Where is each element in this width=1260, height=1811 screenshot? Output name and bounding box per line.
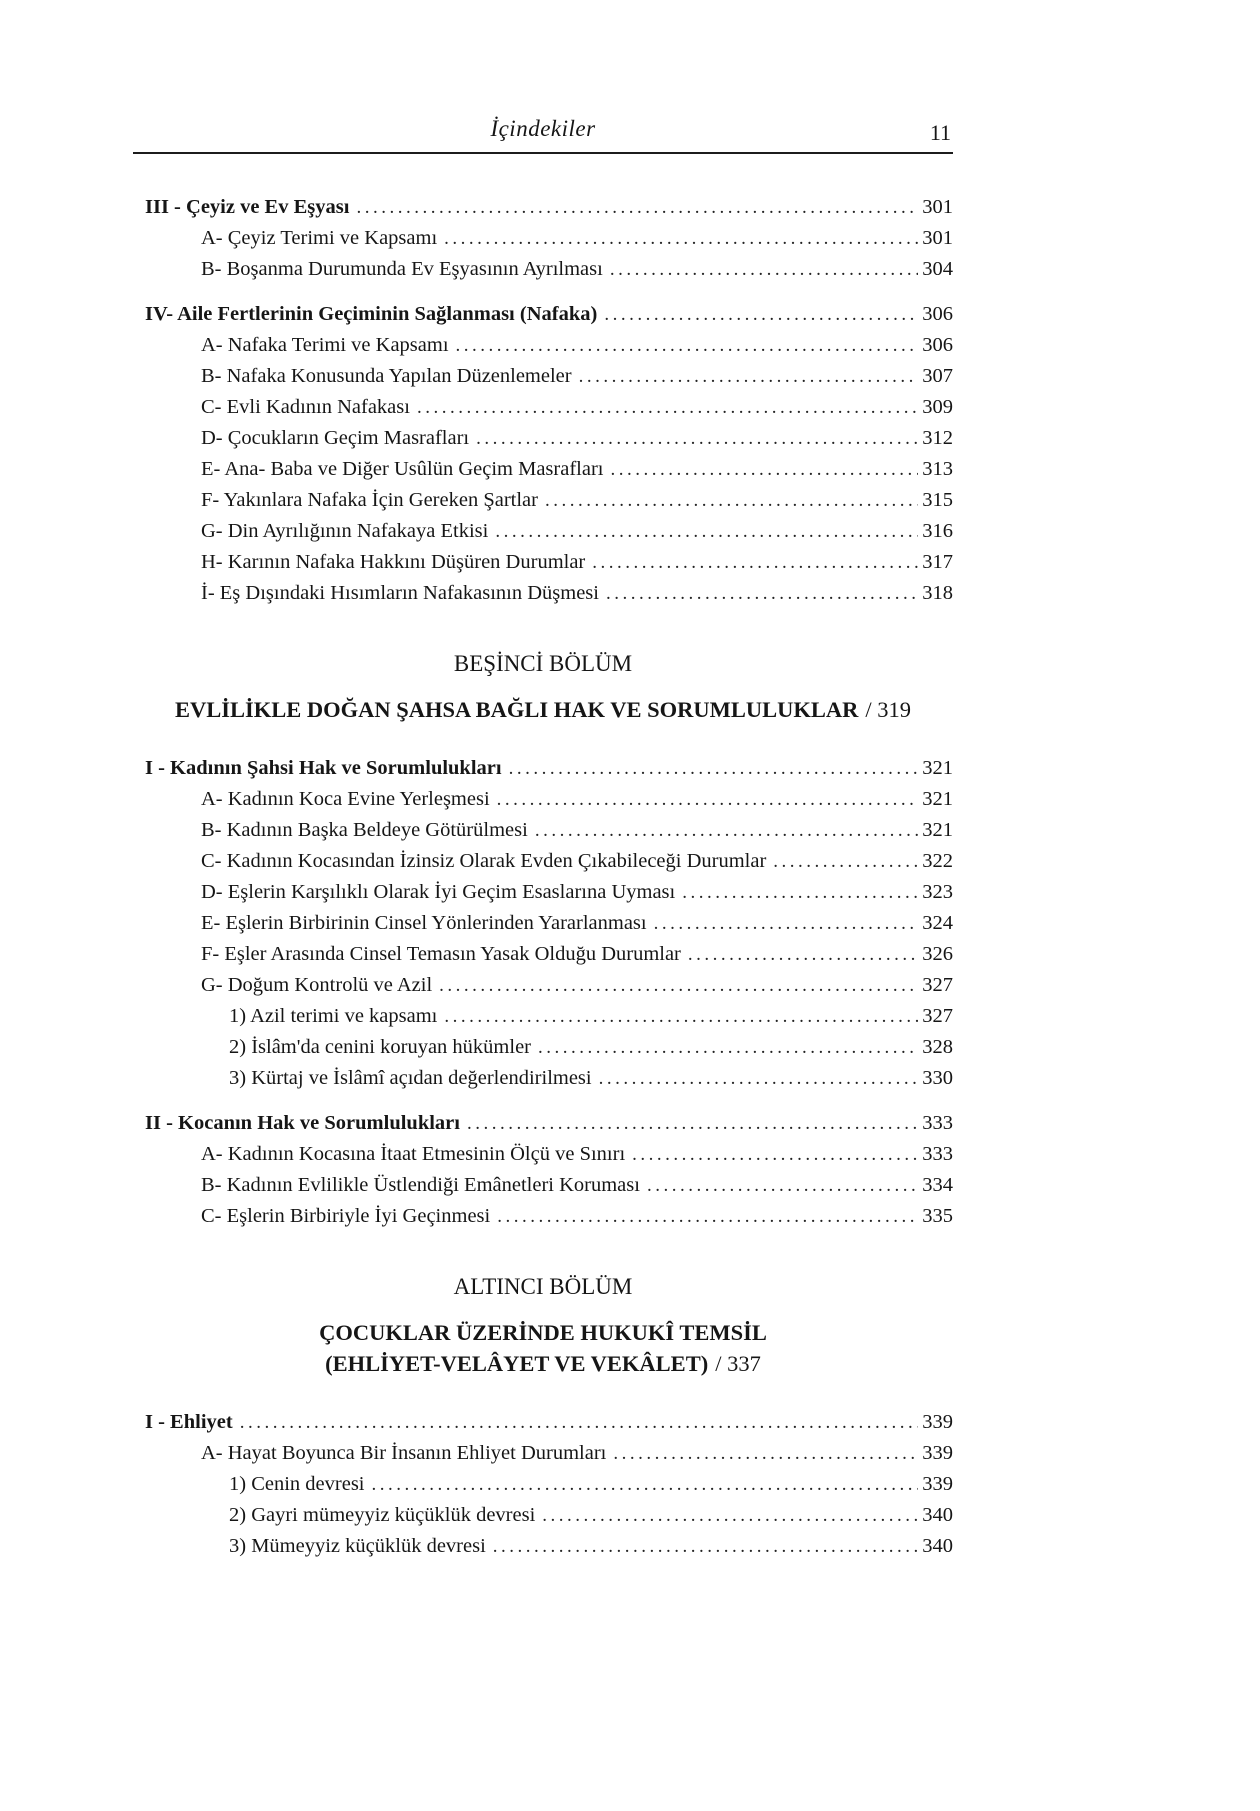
toc-entry-page-number: 321 — [922, 788, 953, 810]
dot-leader — [497, 784, 919, 815]
toc-entry — [133, 299, 953, 330]
toc-entry-page-number: 312 — [922, 427, 953, 449]
dot-leader — [497, 1201, 918, 1232]
chapter-kicker-text: ALTINCI BÖLÜM — [453, 1274, 633, 1299]
toc-entry-page-number: 327 — [922, 1005, 953, 1027]
toc-entry-page-number: 340 — [922, 1535, 953, 1557]
chapter-heading — [133, 1272, 953, 1379]
toc-entry — [133, 361, 953, 392]
toc-entry-page-number: 316 — [922, 520, 953, 542]
toc-entry-page-number: 339 — [922, 1442, 953, 1464]
toc-entry-page-number: 322 — [922, 850, 953, 872]
toc-entry — [133, 454, 953, 485]
toc-entry-page-number: 333 — [922, 1143, 953, 1165]
toc-entry-title: 1) Azil terimi ve kapsamı — [229, 1005, 438, 1027]
toc-entry-title: İ- Eş Dışındaki Hısımların Nafakasının Düşmesi — [201, 582, 599, 604]
toc-entry — [133, 485, 953, 516]
toc-entry-title: 3) Mümeyyiz küçüklük devresi — [229, 1535, 486, 1557]
dot-leader — [606, 578, 918, 609]
toc-entry-page-number: 327 — [922, 974, 953, 996]
toc-entry-title: G- Din Ayrılığının Nafakaya Etkisi — [201, 520, 489, 542]
table-of-contents — [133, 192, 953, 1562]
toc-entry-page-number: 334 — [922, 1174, 953, 1196]
dot-leader — [599, 1063, 919, 1094]
dot-leader — [604, 299, 918, 330]
toc-entry-page-number: 330 — [922, 1067, 953, 1089]
toc-entry — [133, 753, 953, 784]
toc-entry — [133, 516, 953, 547]
toc-entry — [133, 392, 953, 423]
toc-entry — [133, 784, 953, 815]
toc-entry — [133, 223, 953, 254]
toc-entry-title: D- Eşlerin Karşılıklı Olarak İyi Geçim Esaslarına Uyması — [201, 881, 676, 903]
dot-leader — [535, 815, 918, 846]
dot-leader — [417, 392, 918, 423]
toc-entry-title: A- Kadının Koca Evine Yerleşmesi — [201, 788, 490, 810]
toc-entry-title: A- Nafaka Terimi ve Kapsamı — [201, 334, 449, 356]
toc-entry-page-number: 307 — [922, 365, 953, 387]
chapter-title-text: ÇOCUKLAR ÜZERİNDE HUKUKÎ TEMSİL — [319, 1320, 767, 1345]
toc-entry — [133, 877, 953, 908]
toc-entry — [133, 846, 953, 877]
toc-entry — [133, 578, 953, 609]
dot-leader — [773, 846, 918, 877]
toc-entry-title: B- Boşanma Durumunda Ev Eşyasının Ayrılması — [201, 258, 603, 280]
chapter-title-line — [133, 694, 953, 725]
chapter-title-line — [133, 1317, 953, 1348]
toc-entry-title: F- Yakınlara Nafaka İçin Gereken Şartlar — [201, 489, 538, 511]
page-header-number: 11 — [929, 120, 951, 145]
toc-entry-page-number: 317 — [922, 551, 953, 573]
dot-leader — [542, 1500, 918, 1531]
toc-entry — [133, 1170, 953, 1201]
toc-section — [133, 192, 953, 609]
toc-entry-title: G- Doğum Kontrolü ve Azil — [201, 974, 433, 996]
toc-entry-title: H- Karının Nafaka Hakkını Düşüren Durumlar — [201, 551, 586, 573]
toc-entry — [133, 547, 953, 578]
dot-leader — [632, 1139, 918, 1170]
toc-entry-page-number: 301 — [922, 227, 953, 249]
toc-entry-page-number: 326 — [922, 943, 953, 965]
toc-entry-title: C- Kadının Kocasından İzinsiz Olarak Evden Çıkabileceği Durumlar — [201, 850, 767, 872]
dot-leader — [545, 485, 918, 516]
dot-leader — [647, 1170, 918, 1201]
dot-leader — [444, 1001, 918, 1032]
toc-entry-title: B- Kadının Evlilikle Üstlendiği Emânetleri Koruması — [201, 1174, 640, 1196]
toc-entry-title: II - Kocanın Hak ve Sorumlulukları — [145, 1112, 460, 1134]
dot-leader — [579, 361, 919, 392]
toc-entry — [133, 1139, 953, 1170]
toc-entry-page-number: 340 — [922, 1504, 953, 1526]
dot-leader — [688, 939, 918, 970]
toc-entry — [133, 970, 953, 1001]
toc-entry — [133, 254, 953, 285]
dot-leader — [356, 192, 918, 223]
toc-section — [133, 753, 953, 1232]
toc-entry — [133, 192, 953, 223]
toc-entry — [133, 1438, 953, 1469]
dot-leader — [493, 1531, 918, 1562]
toc-entry-page-number: 323 — [922, 881, 953, 903]
toc-entry — [133, 1469, 953, 1500]
chapter-title-text: EVLİLİKLE DOĞAN ŞAHSA BAĞLI HAK VE SORUMLULUKLAR — [174, 697, 859, 722]
toc-entry — [133, 939, 953, 970]
toc-entry-page-number: 339 — [922, 1411, 953, 1433]
toc-entry-title: IV- Aile Fertlerinin Geçiminin Sağlanması (Nafaka) — [145, 303, 598, 325]
dot-leader — [610, 454, 918, 485]
dot-leader — [439, 970, 918, 1001]
toc-entry-title: E- Ana- Baba ve Diğer Usûlün Geçim Masrafları — [201, 458, 604, 480]
toc-entry-title: 2) İslâm'da cenini koruyan hükümler — [229, 1036, 531, 1058]
toc-entry — [133, 815, 953, 846]
toc-entry-page-number: 328 — [922, 1036, 953, 1058]
toc-entry-page-number: 333 — [922, 1112, 953, 1134]
toc-entry-page-number: 321 — [922, 819, 953, 841]
toc-entry — [133, 1201, 953, 1232]
page-header — [133, 116, 953, 154]
toc-entry-title: D- Çocukların Geçim Masrafları — [201, 427, 470, 449]
chapter-title-line — [133, 1348, 953, 1379]
toc-entry — [133, 1063, 953, 1094]
page-header-title: İçindekiler — [490, 116, 596, 141]
toc-entry-page-number: 318 — [922, 582, 953, 604]
toc-entry-title: 3) Kürtaj ve İslâmî açıdan değerlendirilmesi — [229, 1067, 592, 1089]
dot-leader — [538, 1032, 918, 1063]
toc-entry-title: III - Çeyiz ve Ev Eşyası — [145, 196, 350, 218]
toc-entry-title: B- Nafaka Konusunda Yapılan Düzenlemeler — [201, 365, 572, 387]
toc-entry-page-number: 339 — [922, 1473, 953, 1495]
dot-leader — [495, 516, 918, 547]
toc-entry-page-number: 309 — [922, 396, 953, 418]
dot-leader — [444, 223, 918, 254]
dot-leader — [456, 330, 919, 361]
toc-entry-title: A- Kadının Kocasına İtaat Etmesinin Ölçü ve Sınırı — [201, 1143, 626, 1165]
toc-entry-page-number: 306 — [922, 303, 953, 325]
toc-entry-title: B- Kadının Başka Beldeye Götürülmesi — [201, 819, 528, 841]
dot-leader — [467, 1108, 918, 1139]
chapter-heading — [133, 649, 953, 725]
chapter-page-number: / 337 — [715, 1351, 761, 1376]
toc-entry-title: C- Eşlerin Birbiriyle İyi Geçinmesi — [201, 1205, 491, 1227]
dot-leader — [613, 1438, 918, 1469]
dot-leader — [654, 908, 919, 939]
dot-leader — [372, 1469, 919, 1500]
toc-entry-title: A- Hayat Boyunca Bir İnsanın Ehliyet Durumları — [201, 1442, 607, 1464]
chapter-kicker-text: BEŞİNCİ BÖLÜM — [453, 651, 633, 676]
dot-leader — [476, 423, 918, 454]
toc-entry — [133, 330, 953, 361]
toc-entry-page-number: 304 — [922, 258, 953, 280]
toc-entry-page-number: 313 — [922, 458, 953, 480]
toc-entry — [133, 1032, 953, 1063]
dot-leader — [240, 1407, 919, 1438]
toc-entry-page-number: 321 — [922, 757, 953, 779]
toc-entry — [133, 1531, 953, 1562]
page-content — [133, 0, 953, 1562]
toc-entry — [133, 1108, 953, 1139]
toc-entry — [133, 1001, 953, 1032]
toc-entry-page-number: 335 — [922, 1205, 953, 1227]
toc-entry-page-number: 301 — [922, 196, 953, 218]
toc-entry-title: 1) Cenin devresi — [229, 1473, 365, 1495]
toc-entry-title: 2) Gayri mümeyyiz küçüklük devresi — [229, 1504, 536, 1526]
toc-entry-title: I - Ehliyet — [145, 1411, 233, 1433]
toc-entry-title: E- Eşlerin Birbirinin Cinsel Yönlerinden Yararlanması — [201, 912, 647, 934]
dot-leader — [592, 547, 918, 578]
toc-section — [133, 1407, 953, 1562]
toc-entry-page-number: 324 — [922, 912, 953, 934]
toc-entry — [133, 908, 953, 939]
toc-entry-page-number: 315 — [922, 489, 953, 511]
toc-entry-title: F- Eşler Arasında Cinsel Temasın Yasak Olduğu Durumlar — [201, 943, 681, 965]
dot-leader — [509, 753, 919, 784]
toc-entry-page-number: 306 — [922, 334, 953, 356]
toc-entry — [133, 423, 953, 454]
toc-entry — [133, 1500, 953, 1531]
toc-entry — [133, 1407, 953, 1438]
dot-leader — [610, 254, 918, 285]
toc-entry-title: A- Çeyiz Terimi ve Kapsamı — [201, 227, 438, 249]
dot-leader — [682, 877, 918, 908]
chapter-page-number: / 319 — [865, 697, 912, 722]
toc-entry-title: C- Evli Kadının Nafakası — [201, 396, 410, 418]
chapter-title-text: (EHLİYET-VELÂYET VE VEKÂLET) — [325, 1351, 709, 1376]
toc-entry-title: I - Kadının Şahsi Hak ve Sorumlulukları — [145, 757, 502, 779]
